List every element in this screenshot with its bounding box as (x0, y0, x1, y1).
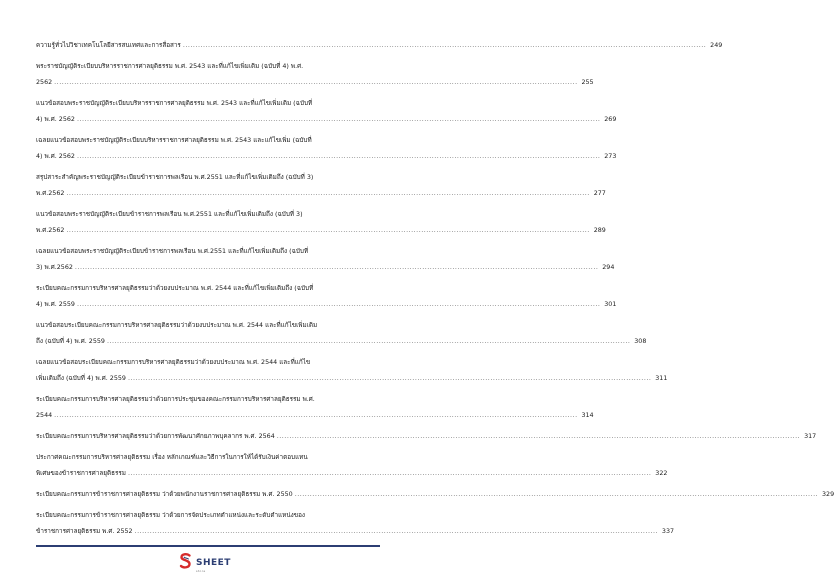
toc-entry-title: เฉลยแนวข้อสอบพระราชบัญญัติระเบียบข้าราชการพลเรือน พ.ศ.2551 และที่แก้ไขเพิ่มเติมถึง (ฉบับที่ (36, 248, 309, 255)
toc-entry-title: พระราชบัญญัติระเบียบบริหารราชการศาลยุติธรรม พ.ศ. 2543 และที่แก้ไขเพิ่มเติม (ฉบับที่ 4) พ.ศ. (36, 63, 304, 70)
toc-page-number: 255 (581, 79, 594, 86)
toc-page-number: 277 (593, 190, 606, 197)
toc-entry[interactable] (36, 392, 594, 424)
toc-entry[interactable] (36, 355, 668, 387)
toc-entry[interactable] (36, 59, 594, 91)
toc-entry-line (36, 59, 380, 75)
toc-entry-title: ประกาศคณะกรรมการบริหารศาลยุติธรรม เรื่อง หลักเกณฑ์และวิธีการในการให้ได้รับเงินค่าตอบแทน (36, 454, 308, 461)
dot-leader (295, 487, 818, 503)
toc-entry-line (36, 96, 380, 112)
dot-leader (277, 429, 800, 445)
toc-entry-line (36, 133, 380, 149)
toc-entry[interactable] (36, 96, 617, 128)
toc-entry[interactable] (36, 244, 615, 276)
toc-entry-title: พ.ศ.2562 (36, 227, 65, 234)
toc-entry-title: แนวข้อสอบระเบียบคณะกรรมการบริหารศาลยุติธรรมว่าด้วยงบประมาณ พ.ศ. 2544 และที่แก้ไขเพิ่มเติม (36, 322, 318, 329)
logo-text: SHEET (196, 557, 231, 568)
toc-entry-line (36, 38, 723, 54)
toc-entry-line (36, 524, 675, 540)
toc-entry-title: ระเบียบคณะกรรมการข้าราชการศาลยุติธรรม ว่าด้วยการจัดประเภทตำแหน่งและระดับตำแหน่งของ (36, 512, 306, 519)
toc-entry-title: พิเศษของข้าราชการศาลยุติธรรม (36, 470, 126, 477)
toc-entry-title: ถึง (ฉบับที่ 4) พ.ศ. 2559 (36, 338, 105, 345)
toc-entry-title: พ.ศ.2562 (36, 190, 65, 197)
toc-entry-title: 4) พ.ศ. 2562 (36, 116, 75, 123)
dot-leader (54, 75, 577, 91)
s-logo-icon (179, 553, 192, 569)
toc-entry-title: ข้าราชการศาลยุติธรรม พ.ศ. 2552 (36, 528, 133, 535)
table-of-contents (36, 38, 834, 545)
dot-leader (54, 408, 577, 424)
toc-entry-line (36, 281, 380, 297)
toc-entry-title: เพิ่มเติมถึง (ฉบับที่ 4) พ.ศ. 2559 (36, 375, 126, 382)
toc-page-number: 308 (634, 338, 647, 345)
toc-page-number: 301 (604, 301, 617, 308)
dot-leader (77, 297, 600, 313)
toc-entry-title: ระเบียบคณะกรรมการบริหารศาลยุติธรรมว่าด้วยการประชุมของคณะกรรมการบริหารศาลยุติธรรม พ.ศ. (36, 396, 315, 403)
dot-leader (66, 186, 589, 202)
toc-entry-line (36, 244, 380, 260)
toc-entry-line (36, 466, 668, 482)
toc-entry-line (36, 207, 380, 223)
toc-page-number: 311 (655, 375, 668, 382)
toc-page-number: 317 (804, 433, 817, 440)
toc-entry-line (36, 429, 817, 445)
toc-entry-line (36, 75, 594, 91)
dot-leader (183, 38, 706, 54)
toc-entry-line (36, 487, 834, 503)
toc-entry-line (36, 170, 380, 186)
toc-entry-line (36, 508, 380, 524)
footer-rule (36, 545, 380, 547)
toc-entry-line (36, 334, 647, 350)
toc-entry-line (36, 408, 594, 424)
toc-page-number: 269 (604, 116, 617, 123)
dot-leader (77, 112, 600, 128)
toc-entry-title: เฉลยแนวข้อสอบระเบียบคณะกรรมการบริหารศาลยุติธรรมว่าด้วยงบประมาณ พ.ศ. 2544 และที่แก้ไข (36, 359, 311, 366)
toc-entry-line (36, 450, 380, 466)
toc-entry[interactable] (36, 487, 834, 503)
toc-entry[interactable] (36, 450, 668, 482)
toc-entry-title: ระเบียบคณะกรรมการบริหารศาลยุติธรรมว่าด้วยงบประมาณ พ.ศ. 2544 และที่แก้ไขเพิ่มเติมถึง (ฉบับที่ (36, 285, 314, 292)
toc-entry[interactable] (36, 429, 817, 445)
toc-page-number: 249 (710, 42, 723, 49)
toc-entry-title: สรุปสาระสำคัญพระราชบัญญัติระเบียบข้าราชการพลเรือน พ.ศ.2551 และที่แก้ไขเพิ่มเติมถึง (ฉบับที่ 3) (36, 174, 314, 181)
toc-page-number: 314 (581, 412, 594, 419)
toc-entry[interactable] (36, 508, 675, 540)
toc-entry-line (36, 186, 606, 202)
toc-entry[interactable] (36, 318, 647, 350)
toc-entry-title: ความรู้ทั่วไปวิชาเทคโนโลยีสารสนเทศและการสื่อสาร (36, 42, 181, 49)
toc-entry[interactable] (36, 133, 617, 165)
dot-leader (128, 466, 651, 482)
sheet-store-logo (179, 551, 231, 571)
toc-page-number: 273 (604, 153, 617, 160)
toc-entry-title: เฉลยแนวข้อสอบพระราชบัญญัติระเบียบบริหารราชการศาลยุติธรรม พ.ศ. 2543 และแก้ไขเพิ่ม (ฉบับที่ (36, 137, 312, 144)
toc-entry-title: 2544 (36, 412, 53, 419)
toc-entry-line (36, 223, 606, 239)
toc-entry-line (36, 371, 668, 387)
toc-entry-title: แนวข้อสอบพระราชบัญญัติระเบียบข้าราชการพลเรือน พ.ศ.2551 และที่แก้ไขเพิ่มเติมถึง (ฉบับที่ 3) (36, 211, 303, 218)
dot-leader (135, 524, 658, 540)
toc-entry-line (36, 392, 380, 408)
toc-page-number: 337 (661, 528, 675, 535)
toc-entry[interactable] (36, 170, 606, 202)
toc-entry-line (36, 149, 617, 165)
dot-leader (66, 223, 589, 239)
toc-entry-title: ระเบียบคณะกรรมการบริหารศาลยุติธรรมว่าด้วยการพัฒนาศักยภาพบุคลากร พ.ศ. 2564 (36, 433, 275, 440)
toc-entry-line (36, 260, 615, 276)
toc-entry[interactable] (36, 281, 617, 313)
dot-leader (77, 149, 600, 165)
toc-entry-title: 4) พ.ศ. 2559 (36, 301, 75, 308)
dot-leader (107, 334, 630, 350)
toc-entry-title: 4) พ.ศ. 2562 (36, 153, 75, 160)
toc-entry-title: แนวข้อสอบพระราชบัญญัติระเบียบบริหารราชการศาลยุติธรรม พ.ศ. 2543 และที่แก้ไขเพิ่มเติม (ฉบับที่ (36, 100, 313, 107)
logo-subtext: store (196, 568, 206, 573)
toc-page-number: 322 (655, 470, 668, 477)
toc-page-number: 294 (602, 264, 615, 271)
toc-entry-title: ระเบียบคณะกรรมการข้าราชการศาลยุติธรรม ว่าด้วยพนักงานราชการศาลยุติธรรม พ.ศ. 2550 (36, 491, 293, 498)
toc-entry-title: 2562 (36, 79, 53, 86)
toc-entry-line (36, 112, 617, 128)
toc-entry-line (36, 318, 380, 334)
toc-page-number: 289 (593, 227, 606, 234)
toc-entry[interactable] (36, 207, 606, 239)
toc-entry[interactable] (36, 38, 723, 54)
dot-leader (128, 371, 651, 387)
toc-entry-line (36, 355, 380, 371)
dot-leader (75, 260, 598, 276)
toc-page-number: 329 (822, 491, 834, 498)
toc-entry-line (36, 297, 617, 313)
toc-entry-title: 3) พ.ศ.2562 (36, 264, 73, 271)
